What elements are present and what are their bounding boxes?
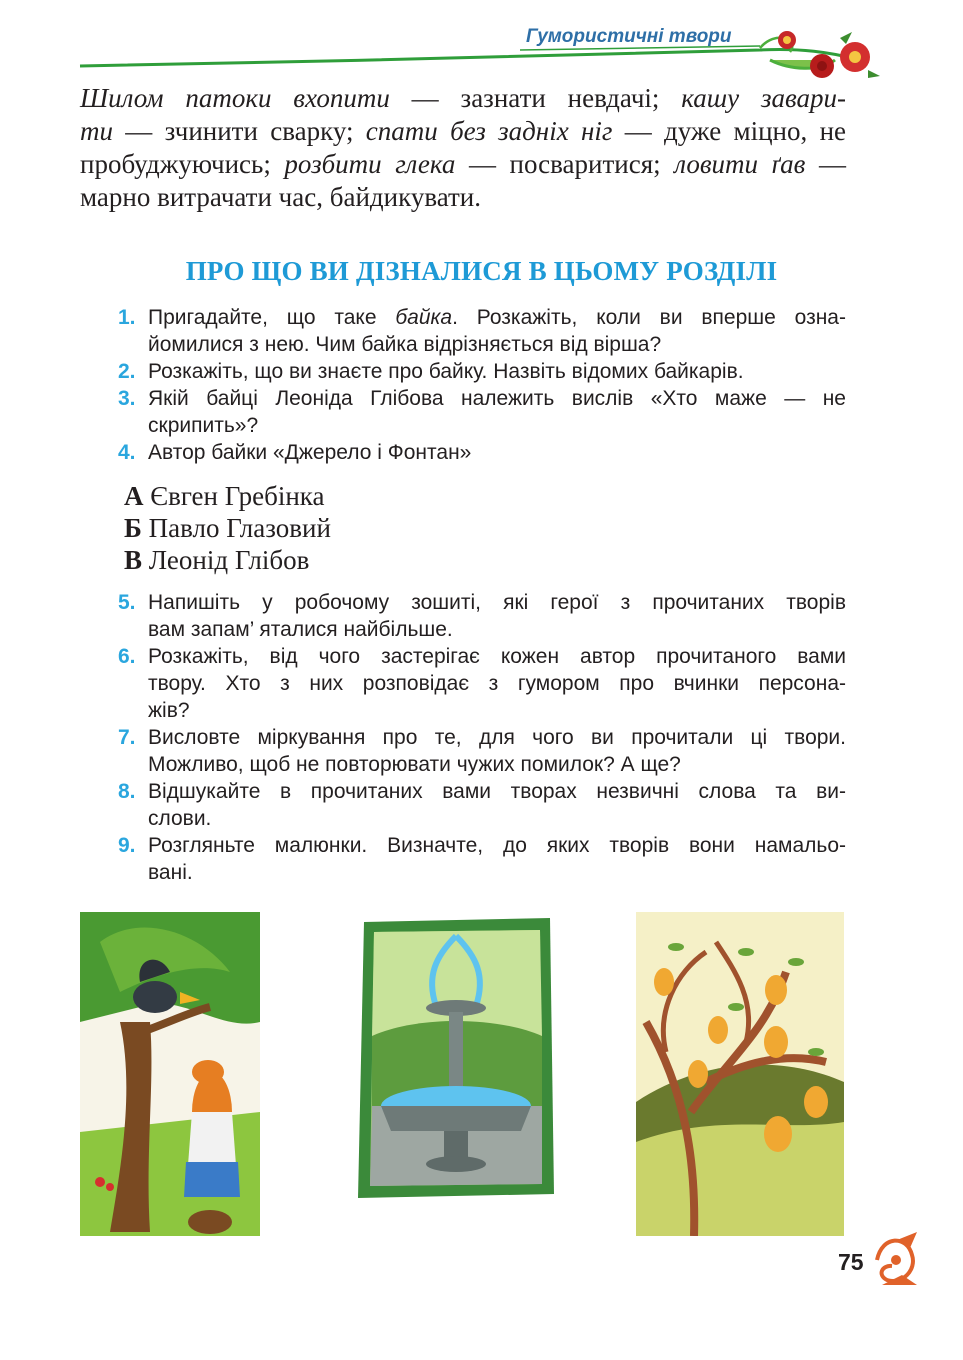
question-text: Відшукайте в прочитаних вами творах незвичні слова та ви- слови.	[148, 780, 846, 830]
question-number: 4.	[118, 441, 136, 464]
question-item	[118, 589, 846, 643]
question-item	[118, 358, 846, 385]
crow-fox-illustration	[80, 912, 260, 1236]
answer-options	[124, 480, 331, 576]
answer-option: А Євген Гребінка	[124, 481, 325, 511]
question-text: Розкажіть, що ви знаєте про байку. Назвіть відомих байкарів.	[148, 360, 744, 383]
answer-option: В Леонід Глібов	[124, 545, 310, 575]
pear-tree-illustration	[636, 912, 844, 1236]
question-number: 7.	[118, 726, 136, 749]
questions-list-a	[118, 304, 846, 466]
intro-paragraph	[80, 82, 846, 214]
question-number: 8.	[118, 780, 136, 803]
question-item	[118, 778, 846, 832]
question-text: Напишіть у робочому зошиті, які герої з прочитаних творів вам запам’ яталися найбільше.	[148, 591, 846, 641]
question-text: Пригадайте, що таке байка. Розкажіть, коли ви вперше озна- йомилися з нею. Чим байка відрізняється від вірша?	[148, 306, 846, 356]
question-item	[118, 724, 846, 778]
question-item	[118, 304, 846, 358]
answer-option: Б Павло Глазовий	[124, 513, 331, 543]
fountain-illustration	[356, 916, 556, 1200]
header-decoration	[0, 0, 963, 90]
section-title: ПРО ЩО ВИ ДІЗНАЛИСЯ В ЦЬОМУ РОЗДІЛІ	[185, 256, 778, 286]
corner-ornament-icon	[872, 1230, 922, 1290]
intro-line: ти — зчинити сварку; спати без задніх ніг — дуже міцно, не	[80, 116, 846, 146]
question-item	[118, 385, 846, 439]
question-number: 5.	[118, 591, 136, 614]
question-number: 1.	[118, 306, 136, 329]
questions-list-b	[118, 589, 846, 886]
question-text: Якій байці Леоніда Глібова належить вислів «Хто маже — не скрипить»?	[148, 387, 846, 437]
question-text: Автор байки «Джерело і Фонтан»	[148, 441, 472, 464]
question-text: Розкажіть, від чого застерігає кожен автор прочитаного вами твору. Хто з них розповідає з гумором про вчинки персона- жів?	[148, 645, 846, 722]
question-text: Розгляньте малюнки. Визначте, до яких творів вони намальо- вані.	[148, 834, 846, 884]
question-item	[118, 643, 846, 724]
question-text: Висловте міркування про те, для чого ви прочитали ці твори. Можливо, щоб не повторювати чужих помилок? А ще?	[148, 726, 846, 776]
question-number: 9.	[118, 834, 136, 857]
question-number: 2.	[118, 360, 136, 383]
question-number: 3.	[118, 387, 136, 410]
question-item	[118, 439, 846, 466]
intro-line: Шилом патоки вхопити — зазнати невдачі; кашу завари-	[80, 83, 846, 113]
question-number: 6.	[118, 645, 136, 668]
intro-line: марно витрачати час, байдикувати.	[80, 182, 481, 212]
question-item	[118, 832, 846, 886]
page-number: 75	[838, 1249, 864, 1275]
intro-line: пробуджуючись; розбити глека — посваритися; ловити ґав —	[80, 149, 846, 179]
header-title: Гумористичні твори	[526, 26, 732, 47]
